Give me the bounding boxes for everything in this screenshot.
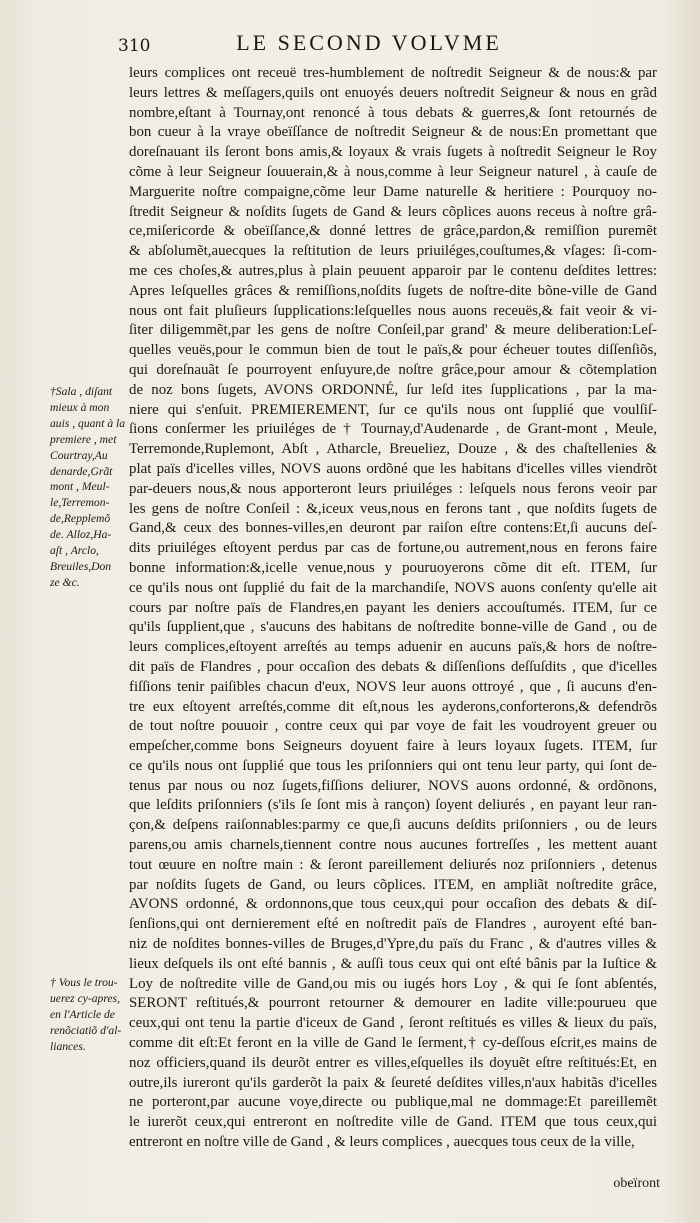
text-line: ſions conſermer les priuiléges de † Tournay,d'Audenarde , de Grant-mont , Meule, (129, 421, 657, 438)
margin-note-line: de. Alloz,Ha- (50, 528, 112, 542)
margin-note-line: Courtray,Au (50, 448, 108, 462)
text-line: doreſnauant ils ſeront bons amis,& loyaux & vrais ſugets à noſtredit Seigneur le Roy (129, 144, 657, 161)
text-line: nombre,eſtant à Tournay,ont renoncé à tous debats & guerres,& ſont retournés de (129, 104, 657, 121)
margin-note-line: renõciatiõ d'al- (50, 1023, 122, 1037)
text-line: par-deuers nous,& nous apporteront leurs priuiléges : leſquels nous ferons veoir par (129, 480, 657, 497)
text-line: nous ont fait pluſieurs ſupplications:leſquelles nous auons receuës,& fait veoir & vi- (129, 302, 657, 319)
text-line: qu'ils ſupplient,que , s'aucuns des habitans de noſtredite bonne-ville de Gand , ou de (129, 619, 657, 636)
text-line: Gand,& ceux des bonnes-villes,en deuront par raiſon eſtre contens:Et,ſi aucuns deſ- (129, 520, 657, 537)
text-line: les gens de noſtre Conſeil : &,iceux veus,nous en ferons tant , que noſdits ſugets de (129, 500, 657, 517)
text-line: noz officiers,quand ils deurõt entrer es villes,eſquelles ils doyuẽt eſtre reſtitués:Et, en (129, 1054, 657, 1071)
text-line: Terremonde,Ruplemont, Abſt , Atharcle, Breueliez, Douze , & des chaſtellenies & (129, 441, 657, 458)
text-line: de tout noſtre pouuoir , contre ceux qui par voye de fait les voudroyent greuer ou (129, 718, 657, 735)
text-line: tenus par nous ou noz ſugets,fiſſions deliurer, NOVS auons ordonné, & ordõnons, (129, 777, 657, 794)
text-line: outre,ils iureront qu'ils garderõt la paix & ſeureté deſdites villes,n'aux habitãs d'icelles (129, 1074, 657, 1091)
margin-note-line: de,Repplemõ (50, 512, 111, 526)
margin-note-line: mieux à mon (50, 400, 110, 414)
margin-note-line: ze &c. (50, 575, 80, 589)
catchword: obeïront (613, 1176, 660, 1191)
text-line: lieux deſquels ils ont eſté bannis , & auſſi tous ceux qui ont eſté bânis par la Iuſtice & (129, 955, 657, 972)
text-line: bon cueur à la vraye obeïſſance de noſtredit Seigneur & de nous:En promettant que (129, 124, 657, 141)
margin-note-line: uerez cy-apres, (50, 991, 120, 1005)
margin-note-line: liances. (50, 1039, 86, 1053)
margin-note-line: Breuiles,Don (50, 559, 112, 573)
text-line: & abſolumẽt,auecques la reſtitution de leurs priuiléges,couſtumes,& vſages: ſi-com- (129, 243, 657, 260)
text-line: cours par noſtre païs de Flandres,en payant les deniers accouſtumés. ITEM, ſur ce (129, 599, 657, 616)
text-line: tout œuure en noſtre main : & ſeront pareillement deliurés noz priſonniers , detenus (129, 856, 657, 873)
margin-note-line: aſt , Arclo, (50, 544, 99, 558)
text-line: çon,& deſpens raiſonnables:parmy ce que,ſi aucuns deſdits priſonniers , ou de leurs (129, 817, 657, 834)
margin-note-line: auis , quant à la (50, 416, 126, 430)
text-line: ſtredit Seigneur & noſdits ſugets de Gand & leurs cõplices auons receus à noſtre grâ- (129, 203, 657, 220)
text-line: entreront en noſtre ville de Gand , & leurs complices , auecques tous ceux de la ville, (129, 1134, 635, 1151)
margin-note-line: † Vous le trou- (50, 976, 118, 989)
text-line: leurs complices,eſtoyent arreſtés au temps aduenir en aucuns païs,& hors de noſtre- (129, 639, 657, 656)
text-line: quelles veuës,pour le commun bien de tout le païs,& pour écheuer toutes diſſenſiõs, (129, 342, 657, 359)
text-line: Loy de noſtredite ville de Gand,ou mis ou iugés hors Loy , & qui ſe ſont abſentés, (129, 975, 657, 992)
text-line: de noz bons ſugets, AVONS ORDONNÉ, ſur leſd ites ſupplications , par la ma- (129, 381, 657, 398)
margin-note-line: en l'Article de (50, 1007, 115, 1021)
text-line: ce qu'ils nous ont ſupplié que tous les priſonniers qui ont tenu leur party, qui ſont de- (129, 757, 657, 774)
margin-note-line: †Sala , diſant (50, 385, 113, 398)
text-line: ceux,qui ont tenu la partie d'iceux de Gand , ſeront reſtitués es villes & lieux du païs, (129, 1015, 657, 1032)
text-line: ce qu'ils nous ont ſupplié du fait de la marchandiſe, NOVS auons conſenty qu'elle ait (129, 579, 657, 596)
text-line: SERONT reſtitués,& pourront retourner & demourer en ladite ville:pourueu que (129, 995, 657, 1012)
text-line: dits priuiléges eſtoyent perdus par cas de fortune,ou autrement,nous en ferons faire (129, 540, 657, 557)
margin-note-line: denarde,Grãt (50, 464, 113, 478)
text-line: cõme à leur Seigneur ſouuerain,& à nous,comme à leur Seigneur naturel , à cauſe de (129, 163, 657, 180)
text-line: dit païs de Flandres , pour occaſion des debats & diſſenſions deſſuſdits , que d'icelles (129, 658, 657, 675)
margin-note-sala (50, 384, 128, 591)
text-line: niere qui s'enſuit. PREMIEREMENT, ſur ce qu'ils nous ont ſupplié que voulſiſ- (129, 401, 657, 418)
margin-note-line: premiere , met (50, 432, 117, 446)
text-line: ce,miſericorde & obeïſſance,& donné lettres de grâce,pardon,& remiſſion puremẽt (129, 223, 657, 240)
text-line: leurs lettres & meſſagers,quils ont enuoyés deuers noſtredit Seigneur & nous en grãd (129, 84, 657, 101)
text-line: Marguerite noſtre compaigne,cõme leur Dame naturelle & heritiere : Pourquoy no- (129, 183, 657, 200)
text-line: fiſſions tenir paiſibles chacun d'eux, NOVS leur auons ottroyé , que , ſi aucuns d'en- (129, 678, 657, 695)
margin-note-renonciation (50, 975, 128, 1055)
margin-note-line: le,Terremon- (50, 496, 110, 510)
body-text (129, 64, 657, 1153)
text-line: que leſdits priſonniers (s'ils ſe ſont mis à rançon) ſoyent deliurés , en payant leur ran- (129, 797, 657, 814)
text-line: ſenſions,qui ont dernierement eſté en noſtredit païs de Flandres , auroyent eſté ban- (129, 916, 657, 933)
text-line: empeſcher,comme bons Seigneurs doyuent faire à leurs loyaux ſugets. ITEM, ſur (129, 738, 657, 755)
text-line: me ces choſes,& autres,plus à plain peuuent apparoir par le contenu deſdites lettres: (129, 262, 657, 279)
text-line: niz de noſdites bonnes-villes de Bruges,d'Ypre,du païs du Franc , & d'autres villes & (129, 936, 657, 953)
text-line: Apres leſquelles grâces & remiſſions,noſdits ſugets de noſtre-dite bõne-ville de Gand (129, 282, 657, 299)
running-head: LE SECOND VOLVME (236, 30, 502, 55)
text-line: tre eux eſtoyent arreſtés,comme dit eſt,nous les ayderons,conforterons,& defendrõs (129, 698, 657, 715)
text-line: ſiter diligemmẽt,par les gens de noſtre Conſeil,par grand' & meure deliberation:Leſ- (129, 322, 657, 339)
text-line: qui doreſnauãt ſe pourroyent enſuyure,de noſtre grâce,pour amour & cõtemplation (129, 361, 657, 378)
text-line: AVONS ordonné, & ordonnons,que tous ceux,qui pour occaſion des debats & diſ- (129, 896, 657, 913)
text-line: par noſdits ſugets de Gand, ou leurs cõplices. ITEM, en ampliãt noſtredite grâce, (129, 876, 657, 893)
text-line: bonne information:&,icelle venue,nous y pouruoyerons cõme dit eſt. ITEM, ſur (129, 559, 657, 576)
text-line: parens,ou amis charnels,tiennent contre nous aucunes fortreſſes , les mettent auant (129, 837, 657, 854)
margin-note-line: mont , Meul- (50, 480, 110, 494)
page-header (118, 30, 580, 62)
text-line: comme dit eſt:Et feront en la ville de Gand le ſerment,† cy-deſſous eſcrit,es mains de (129, 1035, 657, 1052)
text-line: leurs complices ont receuë tres-humblement de noſtredit Seigneur & de nous:& par (129, 65, 657, 81)
page-number: 310 (118, 36, 151, 56)
text-line: ne porteront,par aucune voye,directe ou publique,mal ne dommage:Et pareillemẽt (129, 1094, 657, 1111)
text-line: le iurerõt ceux,qui entreront en noſtredite ville de Gand. ITEM que tous ceux,qui (129, 1114, 657, 1131)
text-line: plat païs d'icelles villes, NOVS auons ordõné que les habitans d'icelles villes viendrõt (129, 460, 657, 477)
